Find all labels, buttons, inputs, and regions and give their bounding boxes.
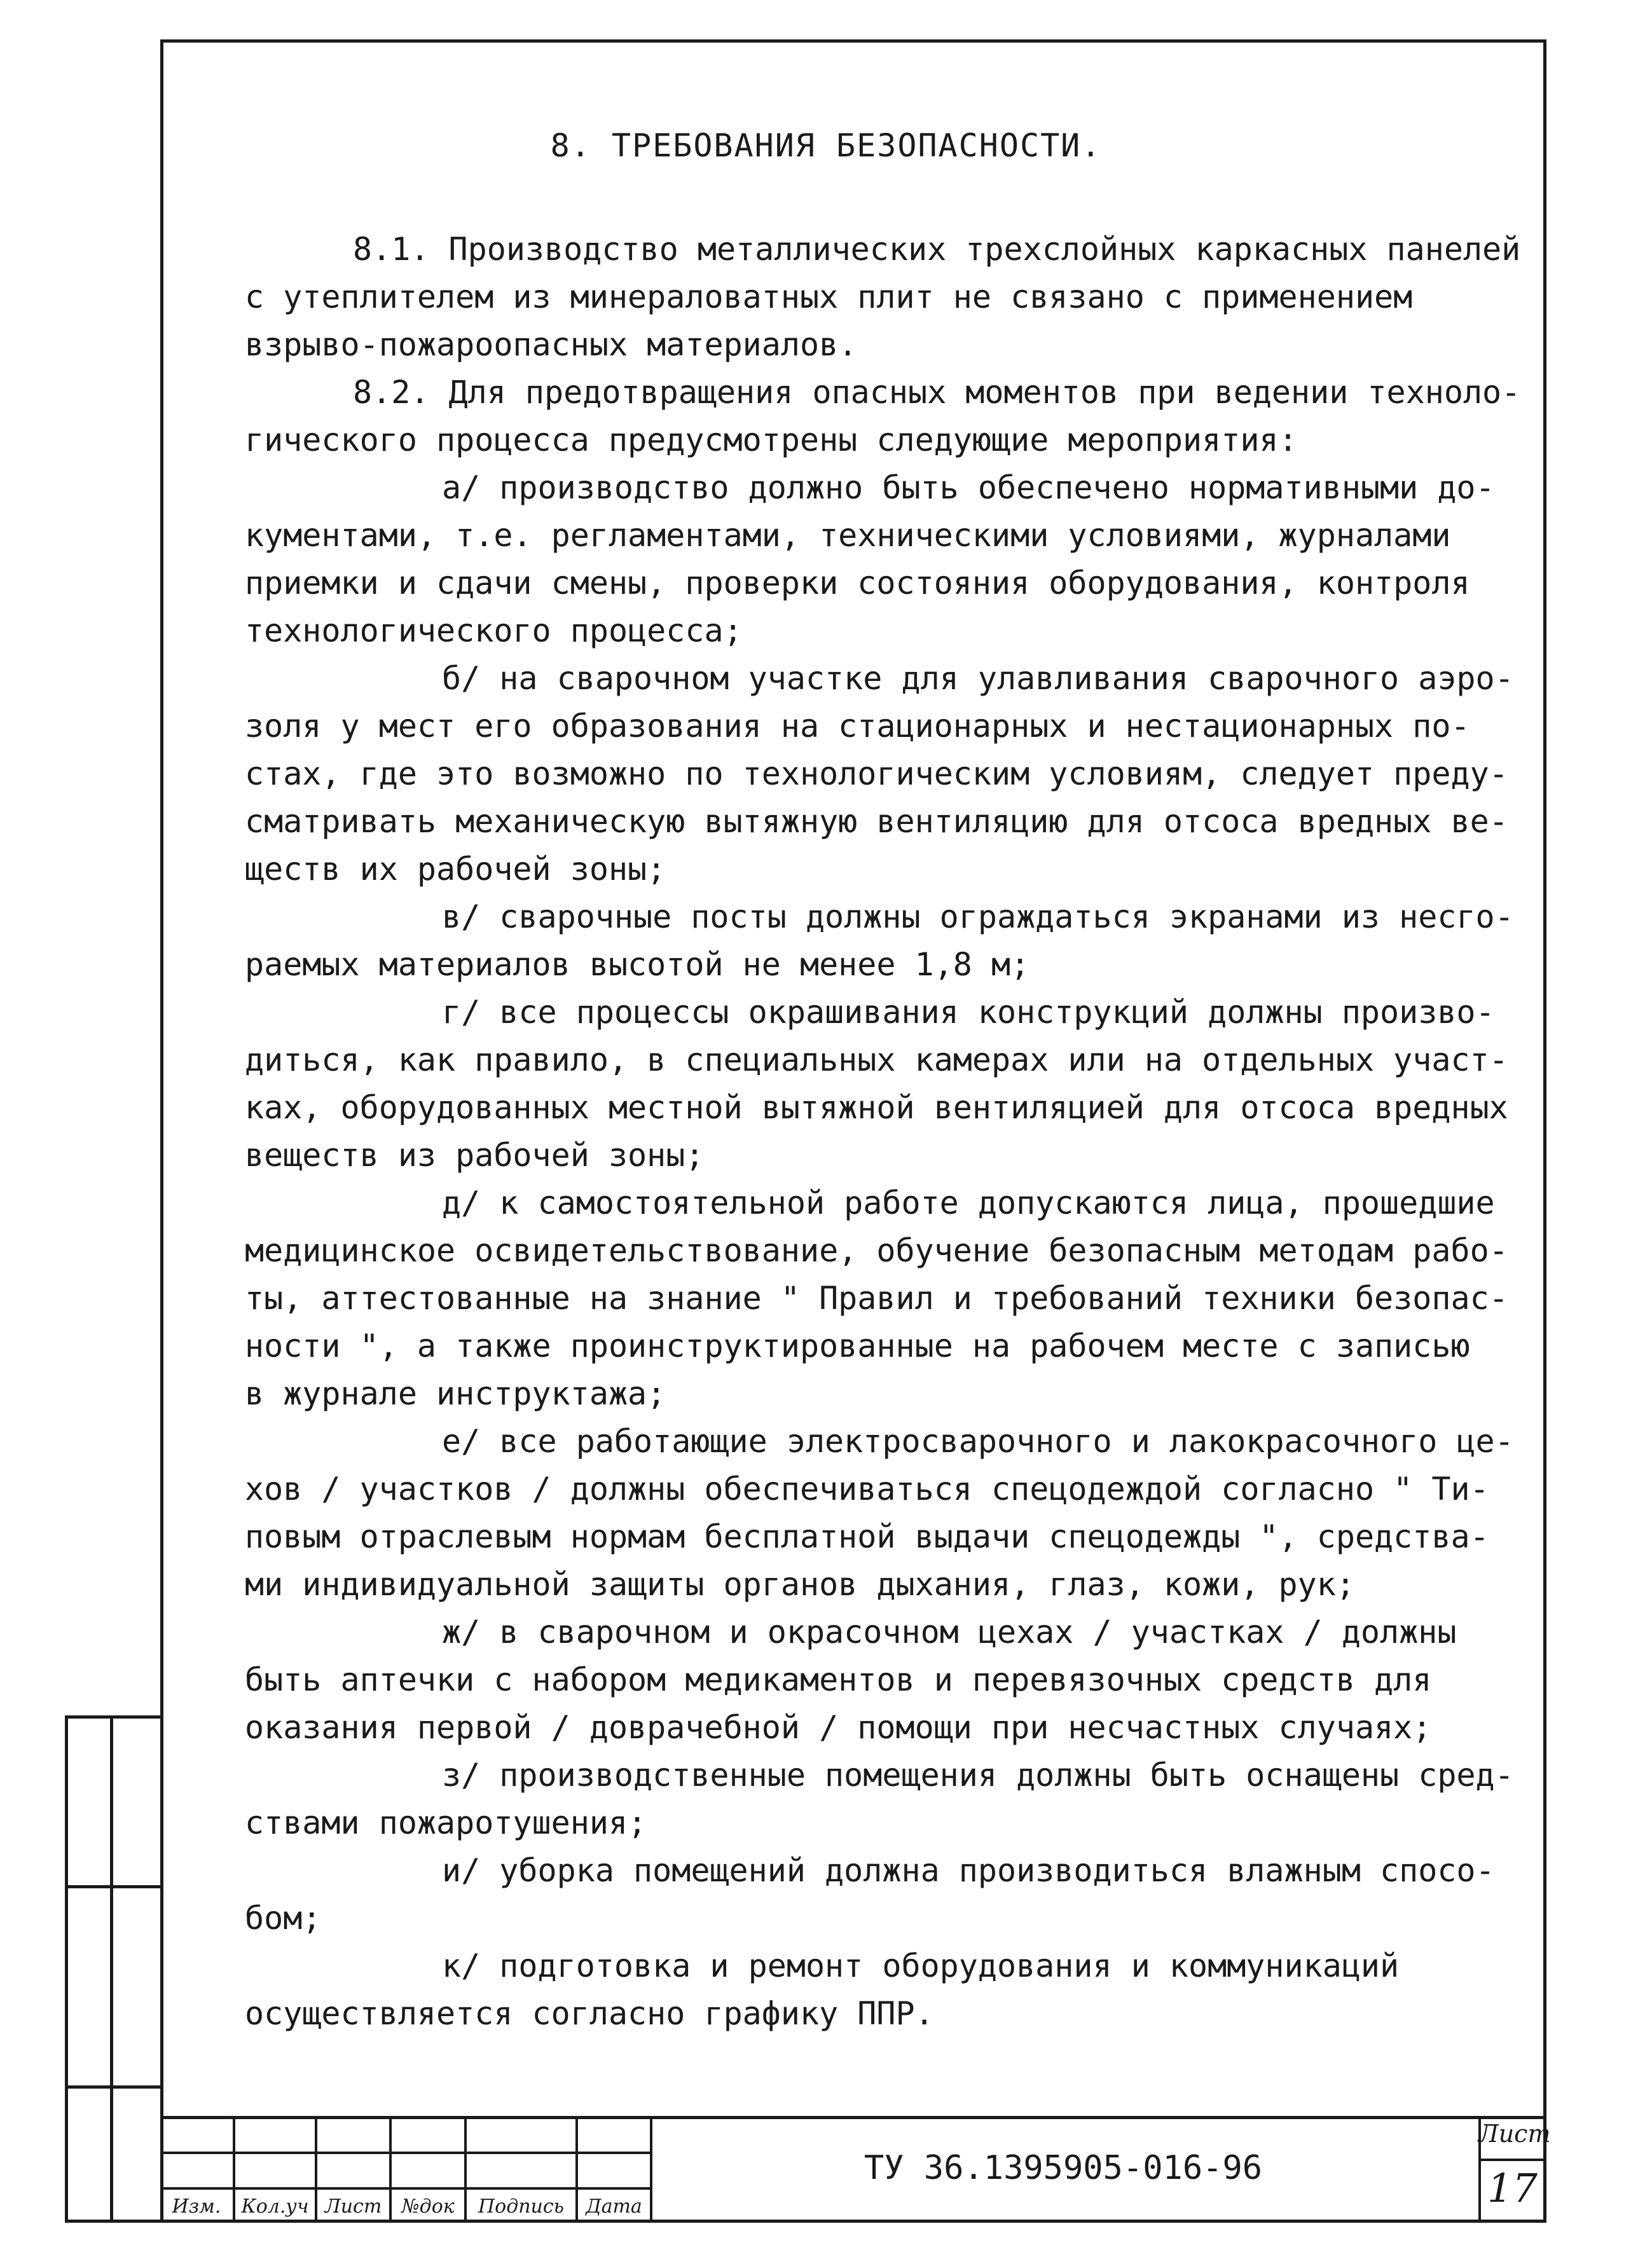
text-line: з/ производственные помещения должны быть оснащены сред- [442, 1757, 1514, 1794]
stamp-border [160, 2116, 1546, 2119]
text-line: хов / участков / должны обеспечиваться спецодеждой согласно " Ти- [245, 1471, 1489, 1507]
text-line: б/ на сварочном участке для улавливания сварочного аэро- [442, 660, 1514, 697]
sheet-label: Лист [1478, 2120, 1551, 2148]
text-line: с утеплителем из минераловатных плит не связано с применением [245, 278, 1413, 315]
stamp-col-list: Лист [324, 2195, 382, 2218]
text-line: оказания первой / доврачебной / помощи при несчастных случаях; [245, 1709, 1432, 1746]
text-line: осуществляется согласно графику ППР. [245, 1995, 934, 2032]
text-line: д/ к самостоятельной работе допускаются лица, прошедшие [442, 1184, 1495, 1221]
text-line: г/ все процессы окрашивания конструкций должны произво- [442, 994, 1495, 1031]
text-line: приемки и сдачи смены, проверки состояния оборудования, контроля [245, 565, 1470, 601]
text-line: технологического процесса; [245, 612, 743, 649]
strip-divider [110, 1719, 113, 2220]
text-line: в/ сварочные посты должны ограждаться экранами из несго- [442, 898, 1514, 935]
strip-row-line [68, 1885, 160, 1888]
text-line: стах, где это возможно по технологическим условиям, следует преду- [245, 755, 1508, 792]
text-line: к/ подготовка и ремонт оборудования и коммуникаций [442, 1947, 1400, 1984]
text-line: гического процесса предусмотрены следующие мероприятия: [245, 422, 1298, 458]
text-line: медицинское освидетельствование, обучение безопасным методам рабо- [245, 1232, 1508, 1269]
text-line: быть аптечки с набором медикаментов и перевязочных средств для [245, 1661, 1432, 1698]
text-line: золя у мест его образования на стационарных и нестационарных по- [245, 708, 1470, 745]
text-line: ществ их рабочей зоны; [245, 851, 666, 888]
text-line: ности ", а также проинструктированные на рабочем месте с записью [245, 1328, 1470, 1364]
text-line: ты, аттестованные на знание " Правил и требований техники безопас- [245, 1280, 1508, 1317]
text-line: кументами, т.е. регламентами, техническими условиями, журналами [245, 517, 1451, 554]
document-code: ТУ 36.1395905-016-96 [864, 2149, 1263, 2187]
text-line: 8.2. Для предотвращения опасных моментов при ведении техноло- [353, 374, 1521, 411]
text-line: ках, оборудованных местной вытяжной вентиляцией для отсоса вредных [245, 1089, 1508, 1126]
strip-row-line [68, 2085, 160, 2089]
text-line: ствами пожаротушения; [245, 1804, 647, 1841]
sheet-number: 17 [1487, 2165, 1538, 2211]
stamp-col-izm: Изм. [172, 2195, 221, 2218]
text-line: повым отраслевым нормам бесплатной выдачи спецодежды ", средства- [245, 1518, 1489, 1555]
stamp-col-podpis: Подпись [478, 2195, 564, 2218]
text-line: ми индивидуальной защиты органов дыхания, глаз, кожи, рук; [245, 1566, 1355, 1603]
text-line: бом; [245, 1900, 322, 1937]
text-line: сматривать механическую вытяжную вентиляцию для отсоса вредных ве- [245, 803, 1508, 840]
text-line: раемых материалов высотой не менее 1,8 м; [245, 946, 1030, 983]
text-line: и/ уборка помещений должна производиться влажным спосо- [442, 1852, 1495, 1889]
text-line: ж/ в сварочном и окрасочном цехах / участках / должны [442, 1614, 1457, 1651]
stamp-sheet-divider [1478, 2159, 1546, 2161]
text-line: а/ производство должно быть обеспечено нормативными до- [442, 469, 1495, 506]
binding-strip [65, 1715, 160, 2223]
text-line: веществ из рабочей зоны; [245, 1137, 705, 1174]
document-body [245, 226, 1542, 2038]
stamp-col-data: Дата [586, 2195, 642, 2218]
stamp-col-kol-uch: Кол.уч [241, 2195, 309, 2218]
section-title: 8. ТРЕБОВАНИЯ БЕЗОПАСНОСТИ. [550, 127, 1102, 164]
text-line: в журнале инструктажа; [245, 1375, 666, 1412]
text-line: 8.1. Производство металлических трехслойных каркасных панелей [353, 231, 1521, 268]
text-line: диться, как правило, в специальных камерах или на отдельных участ- [245, 1041, 1508, 1078]
stamp-col-ndok: №док [401, 2195, 455, 2218]
text-line: взрыво-пожароопасных материалов. [245, 326, 858, 363]
text-line: е/ все работающие электросварочного и лакокрасочного це- [442, 1423, 1514, 1460]
